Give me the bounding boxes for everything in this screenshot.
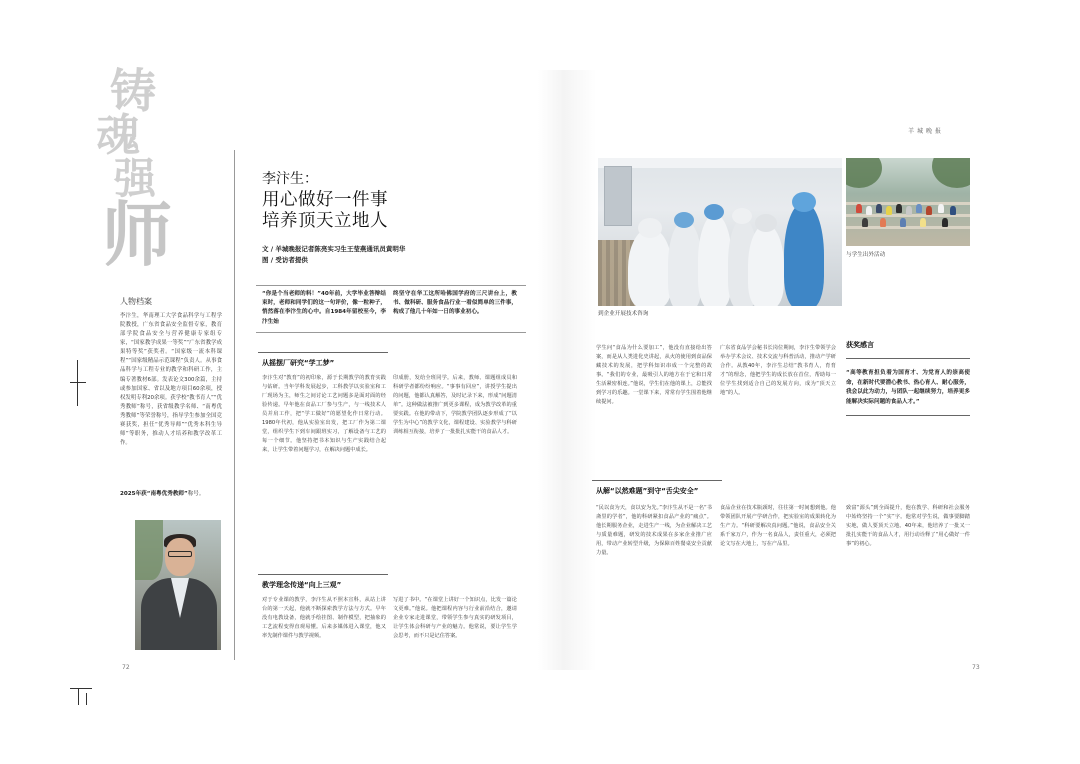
portrait-background-tree [135,520,163,580]
corner-decoration [70,688,92,706]
award-name: “南粤优秀教师” [146,491,188,497]
page-number-left: 72 [122,664,130,671]
portrait-glasses [168,551,192,557]
group-photo-caption: 与学生出外活动 [846,252,886,258]
article-body-col-4: 写进了书中。“在课堂上讲好一个知识点，比发一篇论文更难。”他说。他把课程内容与行业前沿结合，邀请企业专家走进课堂，带领学生参与真实的研发项目，让学生体会科研与产业的魅力。他常说，要让学生学会思考，而不只是记住答案。 [393,597,517,639]
column-divider [234,150,235,660]
article-lead-col-1: “你是个当老师的料！”40年前，大学毕业答辩结束时，老师和同学们的这一句评价，像一粒种子，悄然落在李汴生的心中。自1984年留校至今，李汴生始 [262,291,386,325]
lab-photo-caption: 到企业开展技术咨询 [598,311,649,317]
award-quote-box [846,340,970,416]
quote-bottom-rule [846,415,970,416]
article-title-line-1: 用心做好一件事 [262,190,388,210]
section-heading-2: 教学理念传递“向上三观” [262,581,342,589]
lead-bottom-rule [256,332,526,333]
section-heading-1: 从摇摆厂研究“学工梦” [262,359,335,367]
article-byline-photo: 图 / 受访者提供 [262,256,308,264]
article-body-col-1: 李汴生对“教育”的初印象，源于长期教学的教育实践与钻研。当年学科发展起步，工科教学以实验室和工厂现场为主，师生之间讨论工艺问题多是面对面的经验传递。早年他在食品工厂参与生产，与一线技术人员并肩工作，把“学工做好”的愿望化作日常行动。1980年代初，他从实验室出发，把工厂作为第二课堂，组织学生下到车间跟班实习，了解设备与工艺的每一个细节。他坚持把书本知识与生产实践结合起来，让学生带着问题学习，在解决问题中成长。 [262,375,386,453]
portrait-face [165,538,195,576]
calligraphy-char-2: 魂 [96,110,140,161]
article-subject-name: 李汴生： [262,171,318,187]
calligraphy-char-1: 铸 [110,64,156,118]
section-heading-3: 从解“以然难题”到守“舌尖安全” [596,487,699,495]
calligraphy-heading [92,64,172,276]
article-byline-text: 文 / 羊城晚报记者陈亮实习生王莹燕通讯员黄明华 [262,245,406,253]
right-body-col-1: 学生问“食品为什么要加工”，他没有直接给出答案，而是从人类进化史讲起，从火的使用到食品保藏技术的发展，把学科知识串成一个完整的故事。“我们的专业，最吸引人的地方在于它和日常生活紧密相连。”他说，学生们在他的课上，总能找到学习的乐趣。一堂课下来，常常有学生围着他继续提问。 [596,345,712,405]
right-body-col-3: “民以食为天，食以安为先。”李汴生从不是一名“书斋里的学者”，他的科研紧扣食品产业的“痛点”。他长期服务企业，走进生产一线，为企业解决工艺与质量难题，研发的技术成果在多家企业推广应用，带动产业转型升级，为保障百姓餐桌安全贡献力量。 [596,505,712,556]
right-body-col-4: 食品企业在技术瓶颈时，往往第一时间想到他。他带领团队开展产学研合作，把实验室的成果转化为生产力。“科研要解决真问题。”他说，食品安全关系千家万户，作为一名食品人，责任重大，必须把论文写在大地上，写在产品里。 [720,505,836,547]
profile-section-label: 人物档案 [120,297,152,306]
article-body-col-2: 印成册，发给全班同学。后来，教师、课题组成员和科研学者都纷纷响应。“事事有回应”，讲授学生提出的问题，他都认真解答，及时记录下来，形成“问题清单”。这种做法被推广到更多课程，成为教学改革的重要实践。在他的带动下，学院教学团队逐步形成了“以学生为中心”的教学文化，课程建设、实验教学与科研训练相互衔接，培养了一批批扎实能干的食品人才。 [393,375,517,435]
calligraphy-char-3: 强 [114,154,157,203]
award-year: 2025年获 [120,491,147,497]
lab-visit-photo [598,158,842,306]
right-body-col-2: 广东省食品学会秘书长岗位期间，李汴生带领学会举办学术会议、技术交流与科普活动，推动产学研合作。从教40年，李汴生总结“教书育人，育育才”的理念，他把学生的成长放在首位，帮助每一位学生找到适合自己的发展方向，成为“顶天立地”的人。 [720,345,836,396]
profile-bio: 李汴生，华南理工大学食品科学与工程学院教授，广东省食品安全监督专家，教育部学院食品安全与营养健康专家组专家，“国家教学成果一等奖”“广东省教学成果特等奖”获奖者。“国家级一流本科课程”“国家级精品示范课程”负责人。从事食品科学与工程专业的教学和科研工作，主编专著教材6部。发表论文300余篇，主持或参加国家、省以及地方项目60余项，授权发明专利20余项。获学校“教书育人”“优秀教师”称号，获省级教学名师、“南粤优秀教师”等荣誉称号，指导学生参加全国竞赛获奖，担任“优秀导师”“优秀本科生导师”等职务，推动人才培养和教学改革工作。 [120,313,222,447]
article-title-line-2: 培养顶天立地人 [262,211,388,231]
group-outing-photo [846,158,970,246]
page-gutter [538,70,596,670]
award-note [120,490,220,499]
calligraphy-char-4: 师 [102,193,172,276]
lead-top-rule [256,285,526,286]
quote-top-rule [846,358,970,359]
crosshair-decoration [70,360,86,406]
right-body-col-5: 致富“源头”到全面提升，他在教学、科研和社会服务中始终坚持一个“实”字。他常对学生说，做事要脚踏实地，做人要顶天立地。40年来，他培养了一批又一批扎实能干的食品人才，用行动诠释了“用心做好一件事”的初心。 [846,505,970,547]
quote-title: 获奖感言 [846,341,874,349]
running-head: 羊城晚报 [908,128,945,135]
article-lead-col-2: 终坚守在华工这所哈佛国学府的三尺讲台上，教书、做科研、服务食品行业一看似简单的三件事，构成了他几十年如一日的事业初心。 [393,291,517,316]
page-number-right: 73 [972,664,980,671]
quote-text: “高等教育担负着为国育才、为党育人的崇高使命，在新时代要潜心教书、热心育人、耐心服务，我会以此为动力，与团队一起继续努力，培养更多能解决实际问题的食品人才。” [846,370,970,405]
article-body-col-3: 对于专业课的教学，李汴生从不照本宣科，从站上讲台的第一天起，他就不断探索教学方法与方式。早年没有电教设备，他就手绘挂图、制作模型，把抽象的工艺流程变得直观易懂。后来多媒体进入课堂，他又率先制作课件与教学视频。 [262,597,386,639]
award-suffix: 称号。 [187,491,205,497]
portrait-photo [135,520,221,650]
